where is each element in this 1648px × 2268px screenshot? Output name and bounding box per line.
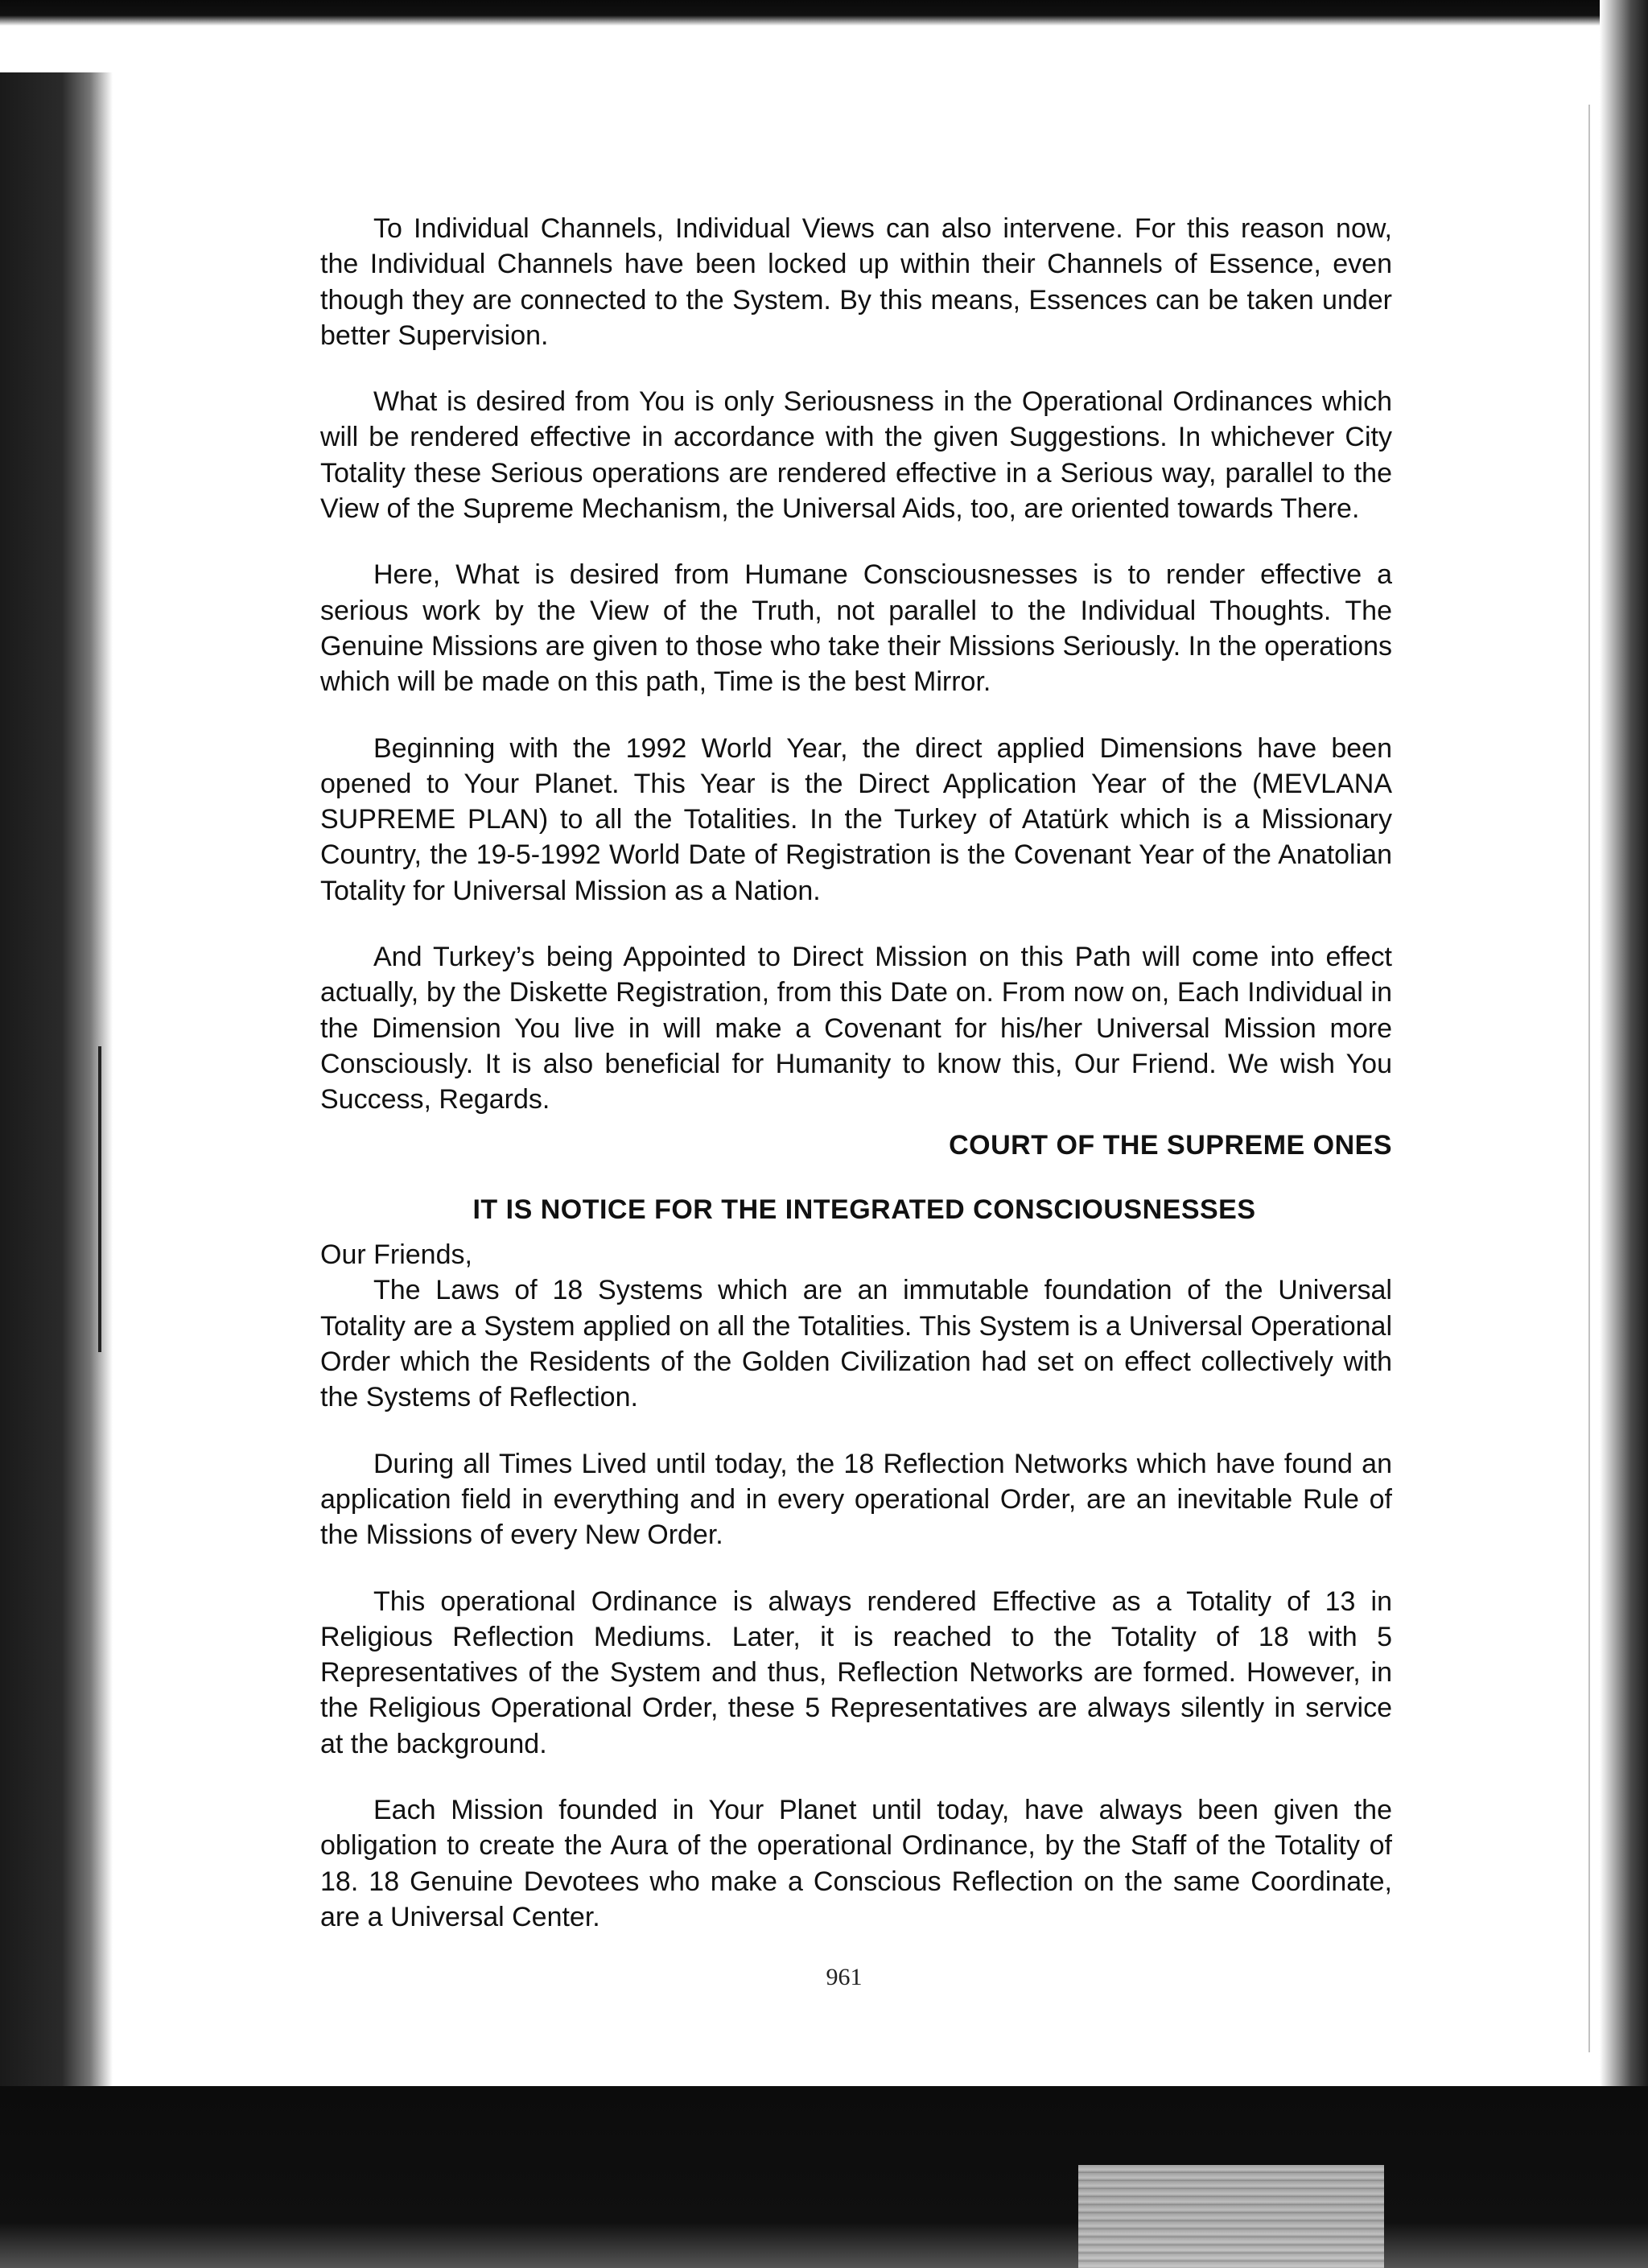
scan-glare (1078, 2165, 1384, 2268)
paragraph: To Individual Channels, Individual Views can also intervene. For this reason now, the Individual Channels have been locked up within their Channels of Essence, even though they are connected to the System. By this means, Essences can be taken under better Supervision. (320, 213, 1392, 351)
paragraph: Each Mission founded in Your Planet until today, have always been given the obligation to create the Aura of the operational Ordinance, by the Staff of the Totality of 18. 18 Genuine Devotees who make a Conscious Reflection on the same Coordinate, are a Universal Center. (320, 1794, 1392, 1932)
scan-edge-left-line (98, 1046, 101, 1352)
paragraph: Beginning with the 1992 World Year, the direct applied Dimensions have been opened to Your Planet. This Year is the Direct Application Year of the (MEVLANA SUPREME PLAN) to all the Totalities. In the Turkey of Atatürk which is a Missionary Country, the 19-5-1992 World Date of Registration is the Covenant Year of the Anatolian Totality for Universal Mission as a Nation. (320, 732, 1392, 906)
paragraph: And Turkey’s being Appointed to Direct Mission on this Path will come into effect actually, by the Diskette Registration, from this Date on. From now on, Each Individual in the Dimension You live in will make a Covenant for his/her Universal Mission more Consciously. It is also beneficial for Humanity to know this, Our Friend. We wish You Success, Regards. (320, 942, 1392, 1115)
scan-edge-right (1600, 0, 1648, 2268)
salutation: Our Friends, (320, 1239, 472, 1271)
paragraph: Here, What is desired from Humane Consciousnesses is to render effective a serious work by the View of the Truth, not parallel to the Individual Thoughts. The Genuine Missions are given to those who take their Missions Seriously. In the operations which will be made on this path, Time is the best Mirror. (320, 559, 1392, 698)
page-number: 961 (826, 1964, 863, 1990)
scan-edge-bottom (0, 2086, 1648, 2268)
signature: COURT OF THE SUPREME ONES (949, 1129, 1392, 1161)
paragraph: The Laws of 18 Systems which are an immutable foundation of the Universal Totality are a System applied on all the Totalities. This System is a Universal Operational Order which the Residents of the Golden Civilization had set on effect collectively with the Systems of Reflection. (320, 1275, 1392, 1413)
scan-edge-left (0, 72, 113, 2254)
paragraph: This operational Ordinance is always rendered Effective as a Totality of 13 in Religious Reflection Mediums. Later, it is reached to the Totality of 18 with 5 Representatives of the System and thus, Reflection Networks are formed. However, in the Religious Operational Order, these 5 Representatives are always silently in service at the background. (320, 1586, 1392, 1759)
paragraph: What is desired from You is only Seriousness in the Operational Ordinances which will be rendered effective in accordance with the given Suggestions. In whichever City Totality these Serious operations are rendered effective in a Serious way, parallel to the View of the Supreme Mechanism, the Universal Aids, too, are oriented towards There. (320, 386, 1392, 525)
paragraph: During all Times Lived until today, the 18 Reflection Networks which have found an application field in everything and in every operational Order, are an inevitable Rule of the Missions of every New Order. (320, 1448, 1392, 1551)
page-content (320, 211, 1392, 1935)
scan-edge-top (0, 0, 1648, 26)
scan-edge-right-line (1588, 105, 1590, 2052)
notice-heading: IT IS NOTICE FOR THE INTEGRATED CONSCIOUSNESSES (472, 1194, 1256, 1225)
